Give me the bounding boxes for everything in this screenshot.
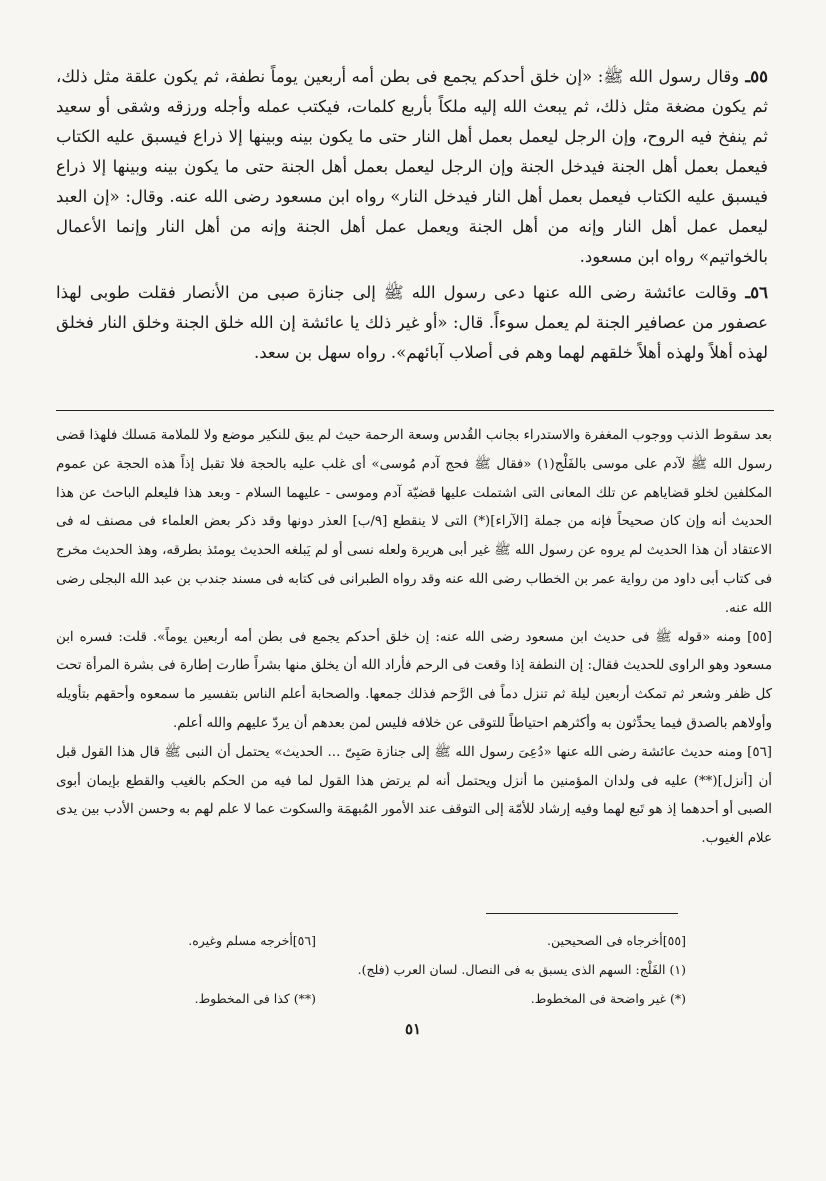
hadith-56-text: وقالت عائشة رضى الله عنها دعى رسول الله ﷺ إلى جنازة صبى من الأنصار فقلت طوبى لهذا عصفور من عصافير الجنة لم يعمل سوءاً. قال: «أو غير ذلك يا عائشة إن الله خلق الجنة وخلق النار فخلق لهذه أهلاً ولهذه أهلاً خلقهم لهما وهم فى أصلاب آبائهم». رواه سهل بن سعد.	[56, 283, 768, 362]
commentary-paragraph-56: [٥٦] ومنه حديث عائشة رضى الله عنها «دُعِىَ رسول الله ﷺ إلى جنازة صَبِىّ ... الحديث» يحتمل أن النبى ﷺ قال هذا القول قبل أن [أنزل](**) عليه فى ولدان المؤمنين ما أنزل ويحتمل أنه لم يرتض هذا القول لما فيه من الحكم بالغيب والقطع بإيمان أبوى الصبى أو أحدهما إذ هو تَبع لهما وفيه إرشاد للأمّة إلى التوقف عند الأمور المُبهمَة والسكوت عما لا علم لهم به وحسن الأدب بين يدى علام الغيوب.	[56, 744, 772, 847]
main-separator	[56, 410, 774, 411]
footnote-ref-55: [٥٥]أخرجاه فى الصحيحين.	[546, 933, 686, 948]
footnote-double-star: (**) كذا فى المخطوط.	[194, 991, 316, 1006]
hadith-56: ٥٦ـ وقالت عائشة رضى الله عنها دعى رسول الله ﷺ إلى جنازة صبى من الأنصار فقلت طوبى لهذا عصفور من عصافير الجنة لم يعمل سوءاً. قال: «أو غير ذلك يا عائشة إن الله خلق الجنة وخلق النار فخلق لهذه أهلاً ولهذه أهلاً خلقهم لهما وهم فى أصلاب آبائهم». رواه سهل بن سعد.	[56, 283, 768, 362]
hadith-56-number: ٥٦	[750, 283, 768, 302]
footnote-row-stars	[56, 984, 686, 1013]
hadith-55: ٥٥ـ وقال رسول الله ﷺ: «إن خلق أحدكم يجمع فى بطن أمه أربعين يوماً نطفة، ثم يكون علقة مثل ذلك، ثم يكون مضغة مثل ذلك، ثم يبعث الله إليه ملكاً بأربع كلمات، فيكتب عمله وأجله ورزقه وشقى أو سعيد ثم ينفخ فيه الروح، وإن الرجل ليعمل بعمل أهل النار حتى ما يكون بينه وبينها إلا ذراع فيسبق عليه الكتاب فيعمل بعمل أهل الجنة فيدخل الجنة وإن الرجل ليعمل بعمل أهل الجنة حتى ما يكون بينه وبينها إلا ذراع فيسبق عليه الكتاب فيعمل بعمل أهل النار فيدخل النار» رواه ابن مسعود رضى الله عنه. وقال: «إن العبد ليعمل عمل أهل النار وإنه من أهل الجنة ويعمل عمل أهل الجنة وإنه من أهل النار وإنما الأعمال بالخواتيم» رواه ابن مسعود.	[56, 67, 768, 266]
hadith-55-number: ٥٥	[750, 67, 768, 86]
footnotes	[56, 926, 686, 1013]
footnote-1: (١) الفَلْج: السهم الذى يسبق به فى النصال. لسان العرب (فلج).	[357, 962, 686, 977]
main-text	[56, 62, 768, 368]
commentary	[56, 422, 772, 854]
page-number: ٥١	[404, 1020, 422, 1038]
footnote-row-refs	[56, 926, 686, 955]
footnote-star: (*) غير واضحة فى المخطوط.	[530, 991, 686, 1006]
commentary-paragraph-continuation: بعد سقوط الذنب ووجوب المغفرة والاستدراء بجانب القُدس وسعة الرحمة حيث لم يبق للنكير موضع ولا للملامة مَسلك فلهذا قضى رسول الله ﷺ لآدم على موسى بالفَلْج(١) «فقال ﷺ فحج آدم مُوسى» أى غلب عليه بالحجة فلا تقبل إذاً هذه الحجة عن عموم المكلفين لخلو قضاياهم عن تلك المعانى التى اشتملت عليها قضيّة آدم وموسى - عليهما السلام - وبعد هذا فليعلم الباحث عن هذا الحديث أنه وإن كان صحيحاً فإنه من جملة [الآراء](*) التى لا ينقطع [٩/ب] العذر دونها وقد ذكر بعض العلماء فى مصنف له فى الاعتقاد أن هذا الحديث لم يروه عن رسول الله ﷺ غير أبى هريرة ولعله نسى أو لم يَبلغه الحديث يومئذ بطرقه، وهذ الحديث مخرج فى كتاب أبى داود من رواية عمر بن الخطاب رضى الله عنه وقد رواه الطبرانى فى كتابه فى مسند جندب بن عبد الله البجلى رضى الله عنه.	[56, 428, 773, 616]
footnote-ref-56: [٥٦]أخرجه مسلم وغيره.	[188, 933, 316, 948]
commentary-paragraph-55: [٥٥] ومنه «قوله ﷺ فى حديث ابن مسعود رضى الله عنه: إن خلق أحدكم يجمع فى بطن أمه أربعين يوماً». قلت: فسره ابن مسعود وهو الراوى للحديث فقال: إن النطفة إذا وقعت فى الرحم فأراد الله أن يخلق منها بشراً طارت إطارة فى بشرة المرأة تحت كل ظفر وشعر ثم تمكث أربعين ليلة ثم تنزل دماً فى الرَّحم فذلك جمعها. والصحابة أعلم الناس بتفسير ما سمعوه وأحقهم بتأويله وأولاهم بالصدق فيما يحدِّثون به وأكثرهم احتياطاً للتوقى عن خلافه فليس لمن بعدهم أن يردّ عليهم والله أعلم.	[56, 629, 772, 731]
footnote-row-1	[56, 955, 686, 984]
footnote-separator	[486, 913, 678, 914]
hadith-55-text: وقال رسول الله ﷺ: «إن خلق أحدكم يجمع فى بطن أمه أربعين يوماً نطفة، ثم يكون علقة مثل ذلك، ثم يكون مضغة مثل ذلك، ثم يبعث الله إليه ملكاً بأربع كلمات، فيكتب عمله وأجله ورزقه وشقى أو سعيد ثم ينفخ فيه الروح، وإن الرجل ليعمل بعمل أهل النار حتى ما يكون بينه وبينها إلا ذراع فيسبق عليه الكتاب فيعمل بعمل أهل الجنة فيدخل الجنة وإن الرجل ليعمل بعمل أهل الجنة حتى ما يكون بينه وبينها إلا ذراع فيسبق عليه الكتاب فيعمل بعمل أهل النار فيدخل النار» رواه ابن مسعود رضى الله عنه. وقال: «إن العبد ليعمل عمل أهل النار وإنه من أهل الجنة ويعمل عمل أهل الجنة وإنه من أهل النار وإنما الأعمال بالخواتيم» رواه ابن مسعود.	[56, 67, 768, 266]
